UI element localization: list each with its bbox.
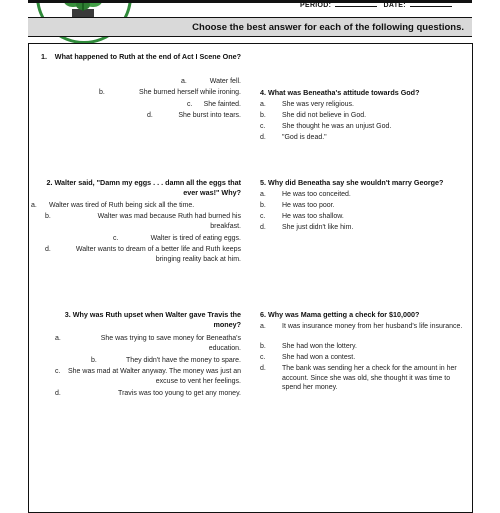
period-label: PERIOD:: [300, 2, 332, 9]
question-1: 1. What happened to Ruth at the end of Act I Scene One?: [41, 52, 241, 61]
q5-option-d[interactable]: d. She just didn't like him.: [260, 224, 354, 231]
q4-option-a[interactable]: a. She was very religious.: [260, 101, 354, 108]
q5-option-c[interactable]: c. He was too shallow.: [260, 213, 344, 220]
date-field[interactable]: [410, 0, 452, 7]
question-6: [260, 310, 465, 320]
q6-option-c[interactable]: c. She had won a contest.: [260, 354, 356, 361]
q2-option-a[interactable]: a. Walter was tired of Ruth being sick all the time.: [31, 202, 195, 209]
q3-option-a[interactable]: a. She was trying to save money for Beneatha's education.: [55, 335, 241, 352]
question-4: [260, 88, 465, 98]
q6-option-a[interactable]: a. It was insurance money from her husband's life insurance.: [260, 323, 463, 330]
q1-option-a[interactable]: a. Water fell.: [181, 78, 241, 85]
question-2: [37, 178, 241, 198]
question-5: [260, 178, 465, 188]
q5-option-b[interactable]: b. He was too poor.: [260, 202, 335, 209]
q2-option-b[interactable]: b. Walter was mad because Ruth had burned his breakfast.: [45, 213, 241, 230]
question-2-text: 2. Walter said, "Damn my eggs . . . damn all the eggs that ever was!" Why?: [46, 178, 241, 197]
q4-option-d[interactable]: d. "God is dead.": [260, 134, 327, 141]
q4-option-b[interactable]: b. She did not believe in God.: [260, 112, 367, 119]
q1-option-b[interactable]: b. She burned herself while ironing.: [99, 89, 241, 96]
question-1-text: What happened to Ruth at the end of Act I Scene One?: [54, 52, 241, 61]
q2-option-c[interactable]: c. Walter is tired of eating eggs.: [113, 235, 241, 242]
question-4-text: 4. What was Beneatha's attitude towards God?: [260, 88, 420, 97]
instruction-text: Choose the best answer for each of the following questions.: [192, 21, 464, 33]
q4-option-c[interactable]: c. She thought he was an unjust God.: [260, 123, 392, 130]
question-6-text: 6. Why was Mama getting a check for $10,000?: [260, 310, 420, 319]
question-3: [37, 310, 241, 330]
q6-option-d[interactable]: d. The bank was sending her a check for the amount in her account. Since she was old, she thought it was time to spend her money.: [260, 365, 457, 391]
period-field[interactable]: [335, 0, 377, 7]
q6-option-b[interactable]: b. She had won the lottery.: [260, 343, 357, 350]
q1-option-d[interactable]: d. She burst into tears.: [147, 112, 241, 119]
instruction-bar: [28, 17, 472, 37]
q2-option-d[interactable]: d. Walter wants to dream of a better life and Ruth keeps bringing reality back at him.: [45, 246, 241, 263]
date-label: DATE:: [383, 2, 406, 9]
q3-option-d[interactable]: d. Travis was too young to get any money.: [55, 390, 241, 397]
question-3-text: 3. Why was Ruth upset when Walter gave Travis the money?: [64, 310, 241, 329]
q5-option-a[interactable]: a. He was too conceited.: [260, 191, 351, 198]
q3-option-c[interactable]: c. She was mad at Walter anyway. The money was just an excuse to vent her feelings.: [55, 368, 241, 385]
question-panel: [28, 43, 473, 513]
q1-option-c[interactable]: c. She fainted.: [187, 101, 241, 108]
q3-option-b[interactable]: b. They didn't have the money to spare.: [91, 357, 241, 364]
period-date-row: [300, 0, 470, 9]
question-5-text: 5. Why did Beneatha say she wouldn't marry George?: [260, 178, 444, 187]
